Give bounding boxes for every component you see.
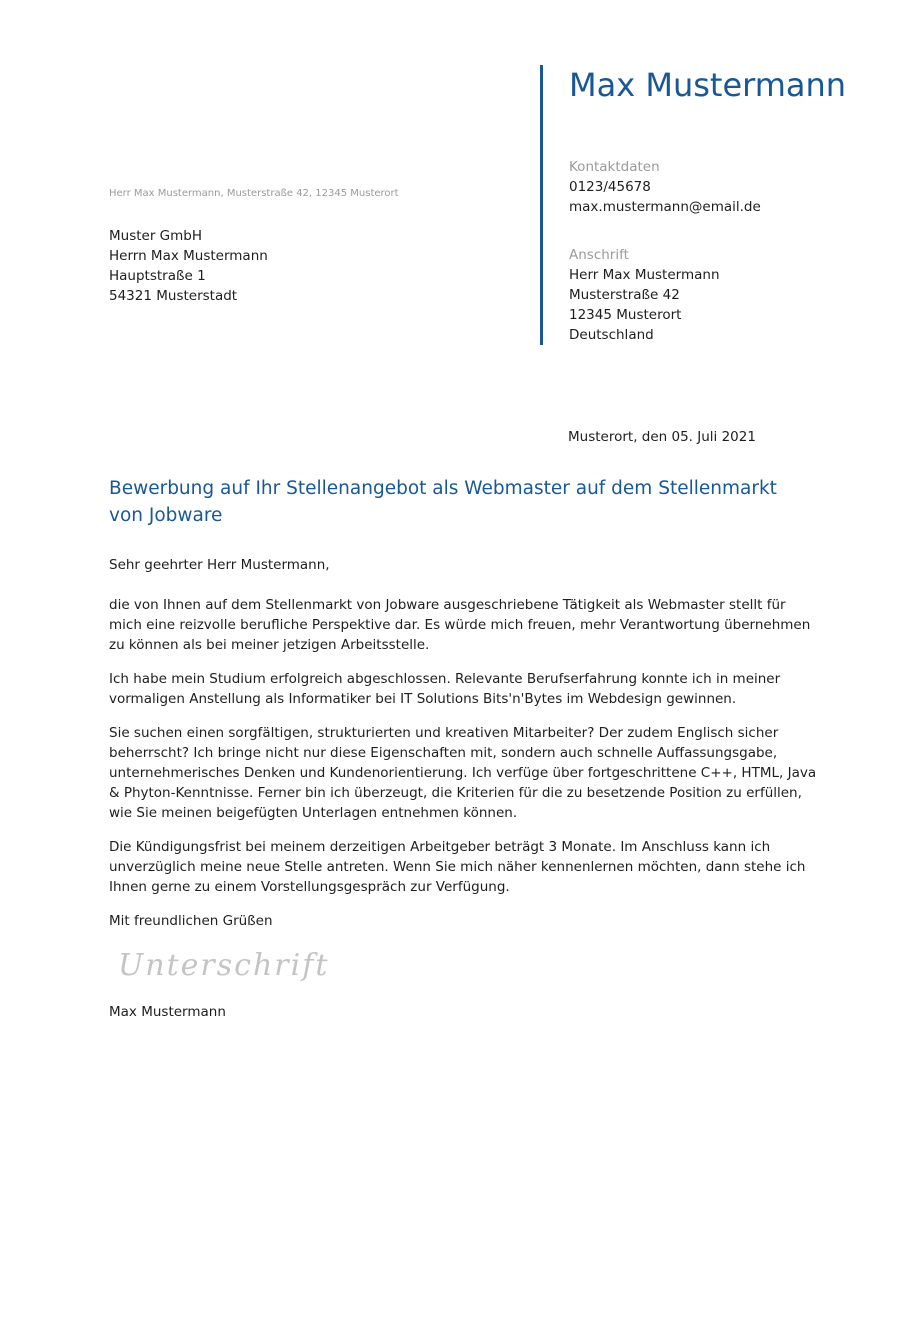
letter-body bbox=[109, 555, 819, 945]
address-line: 12345 Musterort bbox=[569, 307, 682, 323]
signer-name: Max Mustermann bbox=[109, 1004, 226, 1020]
header-sidebar bbox=[540, 65, 863, 345]
address-block bbox=[569, 245, 720, 345]
recipient-line: 54321 Musterstadt bbox=[109, 288, 238, 304]
recipient-line: Herrn Max Mustermann bbox=[109, 248, 268, 264]
contact-label: Kontaktdaten bbox=[569, 159, 660, 175]
letter-date: Musterort, den 05. Juli 2021 bbox=[568, 429, 756, 445]
address-line: Herr Max Mustermann bbox=[569, 267, 720, 283]
recipient-line: Muster GmbH bbox=[109, 228, 203, 244]
salutation: Sehr geehrter Herr Mustermann, bbox=[109, 557, 330, 573]
sender-return-address: Herr Max Mustermann, Musterstraße 42, 12345 Musterort bbox=[109, 188, 399, 199]
closing: Mit freundlichen Grüßen bbox=[109, 913, 273, 929]
recipient-address bbox=[109, 226, 268, 306]
body-paragraph: die von Ihnen auf dem Stellenmarkt von Jobware ausgeschriebene Tätigkeit als Webmaster stellt für mich eine reizvolle berufliche Perspektive dar. Es würde mich freuen, mehr Verantwortung übernehmen zu können als bei meiner jetzigen Arbeitsstelle. bbox=[109, 597, 811, 653]
body-paragraph: Ich habe mein Studium erfolgreich abgeschlossen. Relevante Berufserfahrung konnte ich in meiner vormaligen Anstellung als Informatiker bei IT Solutions Bits'n'Bytes im Webdesign gewinnen. bbox=[109, 671, 781, 707]
address-line: Deutschland bbox=[569, 327, 654, 343]
address-label: Anschrift bbox=[569, 247, 629, 263]
contact-block bbox=[569, 157, 761, 217]
signature: Unterschrift bbox=[118, 948, 330, 983]
contact-email: max.mustermann@email.de bbox=[569, 199, 761, 215]
contact-phone: 0123/45678 bbox=[569, 179, 651, 195]
body-paragraph: Die Kündigungsfrist bei meinem derzeitigen Arbeitgeber beträgt 3 Monate. Im Anschluss kann ich unverzüglich meine neue Stelle antreten. Wenn Sie mich näher kennenlernen möchten, dann stehe ich Ihnen gerne zu einem Vorstellungsgespräch zur Verfügung. bbox=[109, 839, 806, 895]
letter-subject: Bewerbung auf Ihr Stellenangebot als Webmaster auf dem Stellenmarkt von Jobware bbox=[109, 478, 777, 526]
body-paragraph: Sie suchen einen sorgfältigen, strukturierten und kreativen Mitarbeiter? Der zudem Englisch sicher beherrscht? Ich bringe nicht nur diese Eigenschaften mit, sondern auch schnelle Auffassungsgabe, unternehmerisches Denken und Kundenorientierung. Ich verfüge über fortgeschrittene C++, HTML, Java & Phyton-Kenntnisse. Ferner bin ich überzeugt, die Kriterien für die zu besetzende Position zu erfüllen, wie Sie meinen beigefügten Unterlagen entnehmen können. bbox=[109, 725, 817, 821]
recipient-line: Hauptstraße 1 bbox=[109, 268, 206, 284]
applicant-name: Max Mustermann bbox=[569, 66, 847, 104]
address-line: Musterstraße 42 bbox=[569, 287, 680, 303]
